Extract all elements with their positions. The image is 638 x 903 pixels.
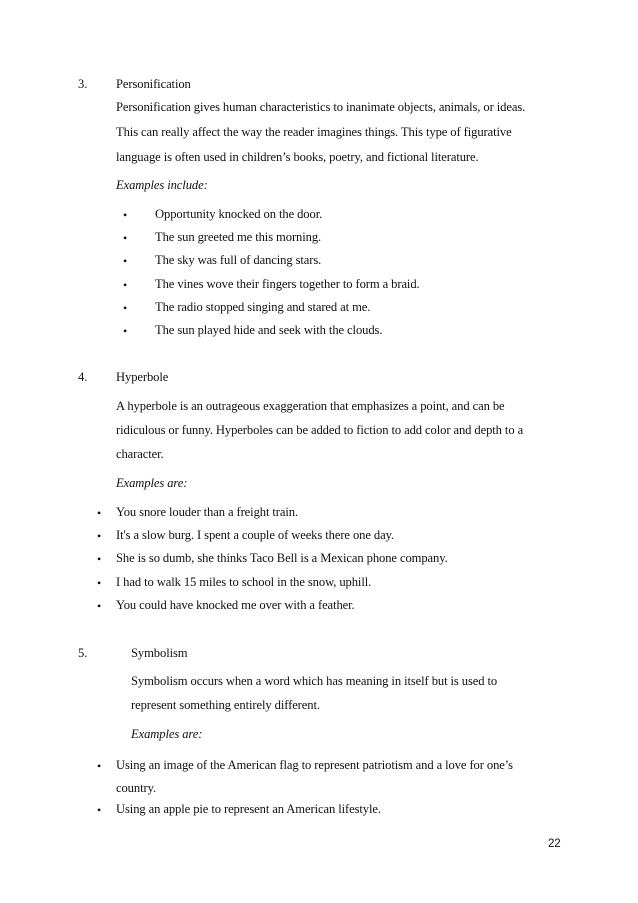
bullet-icon: • (122, 278, 128, 292)
body-line: A hyperbole is an outrageous exaggeration that emphasizes a point, and can be (116, 399, 505, 413)
body-line: represent something entirely different. (131, 698, 320, 712)
list-item: You snore louder than a freight train. (116, 505, 299, 519)
bullet-icon: • (96, 599, 102, 613)
list-item: I had to walk 15 miles to school in the snow, uphill. (116, 575, 372, 589)
section-heading: Hyperbole (116, 370, 169, 384)
bullet-icon: • (122, 301, 128, 315)
section-heading: Symbolism (131, 646, 188, 660)
body-line: Symbolism occurs when a word which has meaning in itself but is used to (131, 674, 498, 688)
list-item: The vines wove their fingers together to form a braid. (155, 277, 420, 291)
body-line: ridiculous or funny. Hyperboles can be added to fiction to add color and depth to a (116, 423, 524, 437)
section-number: 3. (78, 77, 88, 91)
body-line: Personification gives human characteristics to inanimate objects, animals, or ideas. (116, 100, 526, 114)
examples-label: Examples include: (116, 178, 208, 192)
body-line: language is often used in children’s books, poetry, and fictional literature. (116, 150, 479, 164)
section-number: 4. (78, 370, 88, 384)
list-item: You could have knocked me over with a feather. (116, 598, 355, 612)
list-item: She is so dumb, she thinks Taco Bell is a Mexican phone company. (116, 551, 448, 565)
bullet-icon: • (96, 759, 102, 773)
bullet-icon: • (96, 576, 102, 590)
page-number: 22 (548, 838, 561, 850)
list-item: The sun played hide and seek with the clouds. (155, 323, 383, 337)
bullet-icon: • (96, 506, 102, 520)
body-line: This can really affect the way the reader imagines things. This type of figurative (116, 125, 512, 139)
list-item: It's a slow burg. I spent a couple of weeks there one day. (116, 528, 394, 542)
examples-label: Examples are: (116, 476, 188, 490)
list-item: Using an image of the American flag to represent patriotism and a love for one’s (116, 758, 513, 772)
bullet-icon: • (122, 231, 128, 245)
list-item: The sun greeted me this morning. (155, 230, 322, 244)
section-number: 5. (78, 646, 88, 660)
list-item: Using an apple pie to represent an American lifestyle. (116, 802, 381, 816)
section-heading: Personification (116, 77, 191, 91)
list-item: The radio stopped singing and stared at me. (155, 300, 371, 314)
list-item-continuation: country. (116, 781, 157, 795)
examples-label: Examples are: (131, 727, 203, 741)
bullet-icon: • (96, 552, 102, 566)
bullet-icon: • (96, 803, 102, 817)
bullet-icon: • (122, 324, 128, 338)
bullet-icon: • (96, 529, 102, 543)
bullet-icon: • (122, 208, 128, 222)
body-line: character. (116, 447, 164, 461)
list-item: The sky was full of dancing stars. (155, 253, 322, 267)
list-item: Opportunity knocked on the door. (155, 207, 323, 221)
bullet-icon: • (122, 254, 128, 268)
